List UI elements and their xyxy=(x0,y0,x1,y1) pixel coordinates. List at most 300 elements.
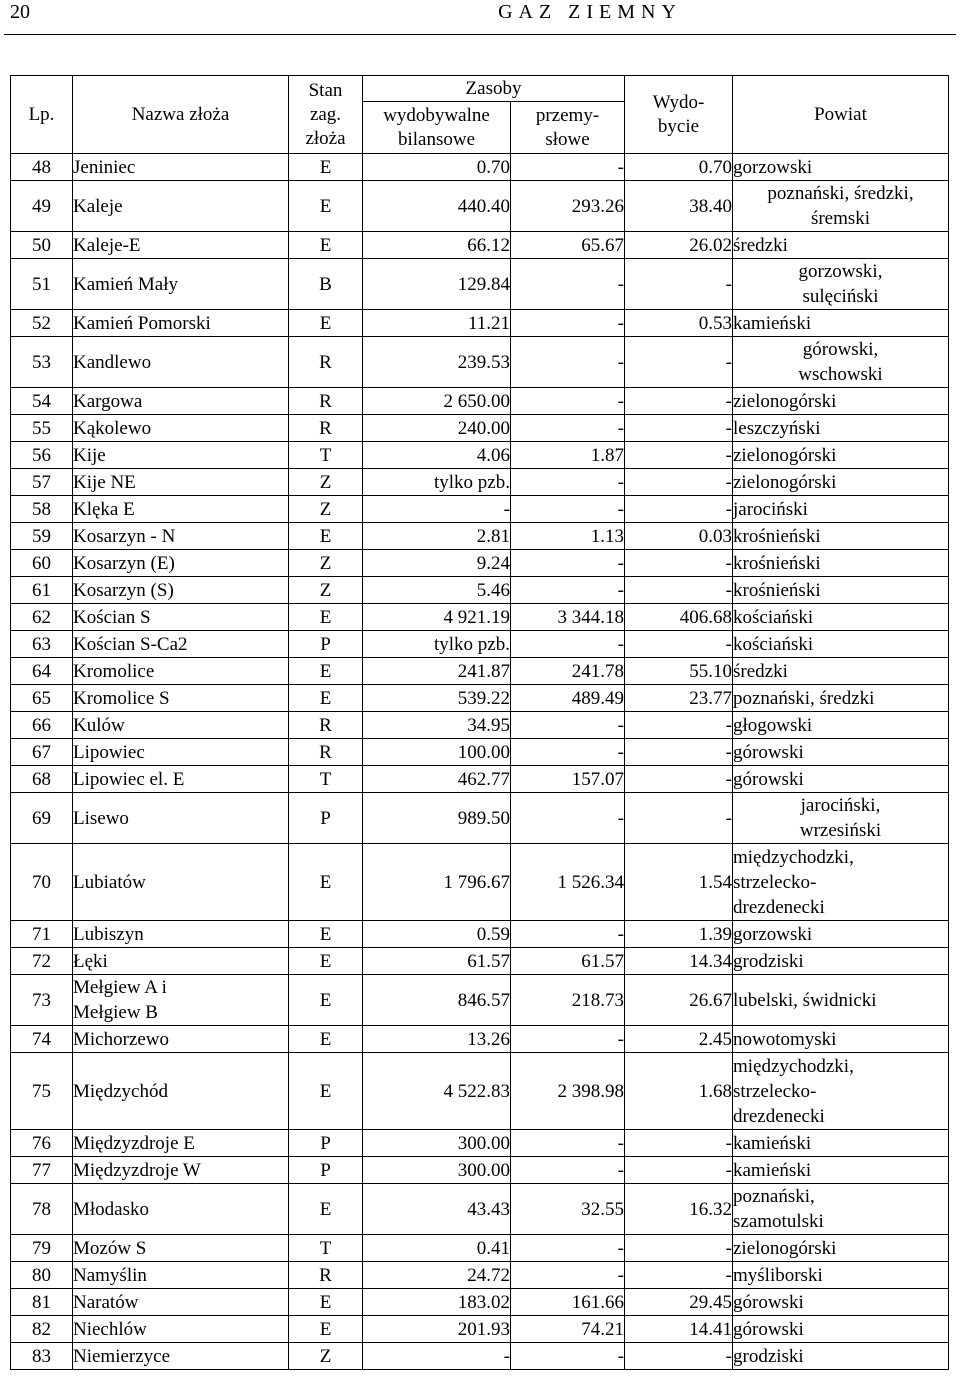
cell-name-line: Klęka E xyxy=(73,498,135,520)
cell-wydobycie: - xyxy=(625,442,733,469)
cell-przemyslowe: - xyxy=(511,577,625,604)
cell-stan: R xyxy=(289,739,363,766)
cell-name-line: Lisewo xyxy=(73,807,129,829)
cell-stan: R xyxy=(289,712,363,739)
table-row xyxy=(11,523,949,550)
table-row xyxy=(11,685,949,712)
cell-wydobycie: - xyxy=(625,1157,733,1184)
cell-lp: 76 xyxy=(11,1130,73,1157)
cell-powiat xyxy=(733,442,949,469)
cell-name xyxy=(73,337,289,388)
cell-powiat xyxy=(733,1026,949,1053)
cell-wydobywalne: 2 650.00 xyxy=(363,388,511,415)
cell-wydobywalne: 43.43 xyxy=(363,1184,511,1235)
cell-wydobywalne: 239.53 xyxy=(363,337,511,388)
table-row xyxy=(11,948,949,975)
cell-name xyxy=(73,1235,289,1262)
cell-przemyslowe: - xyxy=(511,1130,625,1157)
cell-name xyxy=(73,766,289,793)
header-wydobycie-line: Wydo- xyxy=(652,91,705,113)
table-row xyxy=(11,496,949,523)
cell-powiat-line: śremski xyxy=(810,208,871,229)
cell-wydobycie: - xyxy=(625,337,733,388)
cell-wydobywalne: - xyxy=(363,496,511,523)
cell-lp: 66 xyxy=(11,712,73,739)
cell-przemyslowe: - xyxy=(511,1026,625,1053)
cell-przemyslowe: - xyxy=(511,496,625,523)
cell-wydobywalne: tylko pzb. xyxy=(363,469,511,496)
cell-powiat-line: gorzowski xyxy=(733,923,813,945)
cell-powiat-line: leszczyński xyxy=(733,417,821,439)
cell-przemyslowe: 32.55 xyxy=(511,1184,625,1235)
cell-stan: E xyxy=(289,1184,363,1235)
cell-wydobycie: 1.39 xyxy=(625,921,733,948)
header-wydobywalne xyxy=(363,102,511,154)
cell-name-line: Lubiszyn xyxy=(73,923,144,945)
cell-name xyxy=(73,975,289,1026)
cell-wydobycie: 55.10 xyxy=(625,658,733,685)
header-wydobycie xyxy=(625,76,733,154)
cell-stan: P xyxy=(289,1130,363,1157)
cell-lp: 74 xyxy=(11,1026,73,1053)
cell-wydobywalne: 129.84 xyxy=(363,259,511,310)
header-powiat: Powiat xyxy=(733,76,949,154)
cell-powiat xyxy=(733,685,949,712)
cell-name-line: Mozów S xyxy=(73,1237,147,1259)
cell-powiat-line: drezdenecki xyxy=(733,896,825,918)
cell-wydobywalne: 5.46 xyxy=(363,577,511,604)
cell-name-line: Naratów xyxy=(73,1291,139,1313)
cell-wydobycie: 1.68 xyxy=(625,1053,733,1130)
cell-lp: 61 xyxy=(11,577,73,604)
cell-powiat-line: szamotulski xyxy=(733,1211,824,1232)
cell-powiat xyxy=(733,259,949,310)
cell-name xyxy=(73,739,289,766)
cell-lp: 82 xyxy=(11,1316,73,1343)
header-zasoby: Zasoby xyxy=(363,76,625,102)
cell-powiat xyxy=(733,388,949,415)
table-row xyxy=(11,1184,949,1235)
cell-lp: 60 xyxy=(11,550,73,577)
cell-powiat xyxy=(733,975,949,1026)
cell-wydobycie: - xyxy=(625,631,733,658)
cell-powiat xyxy=(733,232,949,259)
cell-stan: Z xyxy=(289,1343,363,1370)
cell-name xyxy=(73,388,289,415)
cell-lp: 58 xyxy=(11,496,73,523)
cell-powiat xyxy=(733,948,949,975)
cell-lp: 65 xyxy=(11,685,73,712)
cell-powiat-line: jarociński xyxy=(733,498,808,520)
deposits-table xyxy=(10,75,949,1370)
table-row xyxy=(11,658,949,685)
cell-powiat-line: grodziski xyxy=(733,1345,804,1367)
table-row xyxy=(11,577,949,604)
header-wydobycie-line: bycie xyxy=(657,115,700,137)
cell-lp: 64 xyxy=(11,658,73,685)
cell-lp: 62 xyxy=(11,604,73,631)
cell-przemyslowe: 293.26 xyxy=(511,181,625,232)
cell-lp: 80 xyxy=(11,1262,73,1289)
cell-name-line: Kosarzyn (E) xyxy=(73,552,175,574)
cell-wydobywalne: 183.02 xyxy=(363,1289,511,1316)
table-row xyxy=(11,181,949,232)
cell-powiat-line: sulęciński xyxy=(802,286,879,307)
cell-powiat xyxy=(733,1316,949,1343)
cell-powiat-line: gorzowski, xyxy=(798,261,883,282)
cell-stan: E xyxy=(289,921,363,948)
cell-przemyslowe: - xyxy=(511,259,625,310)
cell-powiat xyxy=(733,793,949,844)
cell-powiat xyxy=(733,1289,949,1316)
cell-name xyxy=(73,415,289,442)
cell-wydobywalne: 61.57 xyxy=(363,948,511,975)
cell-wydobywalne: 539.22 xyxy=(363,685,511,712)
cell-wydobycie: 1.54 xyxy=(625,844,733,921)
cell-stan: E xyxy=(289,1289,363,1316)
cell-powiat-line: zielonogórski xyxy=(733,444,837,466)
cell-wydobywalne: 201.93 xyxy=(363,1316,511,1343)
cell-wydobywalne: 9.24 xyxy=(363,550,511,577)
cell-stan: E xyxy=(289,232,363,259)
cell-name xyxy=(73,523,289,550)
cell-name xyxy=(73,1053,289,1130)
cell-przemyslowe: 65.67 xyxy=(511,232,625,259)
cell-name xyxy=(73,1026,289,1053)
table-row xyxy=(11,766,949,793)
cell-wydobywalne: 2.81 xyxy=(363,523,511,550)
cell-name-line: Kaleje xyxy=(73,195,123,217)
cell-powiat-line: zielonogórski xyxy=(733,1237,837,1259)
cell-name xyxy=(73,310,289,337)
cell-name-line: Międzyzdroje W xyxy=(73,1159,201,1181)
header-wydobywalne-line: wydobywalne xyxy=(383,104,490,126)
table-body xyxy=(11,154,949,1370)
header-rule xyxy=(4,34,956,35)
cell-lp: 53 xyxy=(11,337,73,388)
cell-powiat-line: poznański, średzki xyxy=(733,687,875,709)
cell-name xyxy=(73,948,289,975)
cell-wydobywalne: tylko pzb. xyxy=(363,631,511,658)
table-row xyxy=(11,1053,949,1130)
cell-wydobycie: - xyxy=(625,712,733,739)
cell-wydobycie: 2.45 xyxy=(625,1026,733,1053)
table-row xyxy=(11,1316,949,1343)
cell-wydobywalne: 66.12 xyxy=(363,232,511,259)
table-row xyxy=(11,712,949,739)
cell-wydobywalne: 300.00 xyxy=(363,1130,511,1157)
cell-name-line: Młodasko xyxy=(73,1198,149,1220)
cell-przemyslowe: - xyxy=(511,310,625,337)
cell-przemyslowe: 161.66 xyxy=(511,1289,625,1316)
table-row xyxy=(11,1235,949,1262)
cell-name-line: Kulów xyxy=(73,714,125,736)
cell-powiat xyxy=(733,310,949,337)
cell-lp: 56 xyxy=(11,442,73,469)
cell-powiat xyxy=(733,337,949,388)
cell-wydobywalne: 462.77 xyxy=(363,766,511,793)
table-row xyxy=(11,469,949,496)
cell-stan: T xyxy=(289,442,363,469)
cell-przemyslowe: 1 526.34 xyxy=(511,844,625,921)
table-row xyxy=(11,232,949,259)
cell-powiat-line: myśliborski xyxy=(733,1264,823,1286)
cell-lp: 52 xyxy=(11,310,73,337)
cell-name-line: Lubiatów xyxy=(73,871,146,893)
cell-wydobycie: - xyxy=(625,415,733,442)
cell-name xyxy=(73,469,289,496)
cell-stan: E xyxy=(289,1053,363,1130)
cell-name xyxy=(73,442,289,469)
cell-name xyxy=(73,1316,289,1343)
cell-name-line: Lipowiec el. E xyxy=(73,768,185,790)
cell-name xyxy=(73,154,289,181)
cell-name xyxy=(73,496,289,523)
cell-lp: 63 xyxy=(11,631,73,658)
cell-stan: Z xyxy=(289,469,363,496)
cell-stan: E xyxy=(289,154,363,181)
cell-przemyslowe: - xyxy=(511,631,625,658)
header-stan-line: złoża xyxy=(305,127,346,149)
cell-wydobycie: - xyxy=(625,739,733,766)
cell-name xyxy=(73,1184,289,1235)
cell-powiat-line: kościański xyxy=(733,606,814,628)
cell-wydobywalne: 846.57 xyxy=(363,975,511,1026)
cell-lp: 59 xyxy=(11,523,73,550)
cell-powiat xyxy=(733,1053,949,1130)
cell-powiat xyxy=(733,766,949,793)
cell-powiat-line: wschowski xyxy=(798,364,883,385)
cell-name xyxy=(73,712,289,739)
cell-przemyslowe: 241.78 xyxy=(511,658,625,685)
cell-powiat-line: strzelecko- xyxy=(733,1080,817,1102)
cell-lp: 68 xyxy=(11,766,73,793)
cell-lp: 67 xyxy=(11,739,73,766)
cell-wydobywalne: 100.00 xyxy=(363,739,511,766)
cell-przemyslowe: - xyxy=(511,388,625,415)
cell-powiat-line: zielonogórski xyxy=(733,471,837,493)
cell-lp: 51 xyxy=(11,259,73,310)
header-przemyslowe-line: słowe xyxy=(545,128,590,150)
cell-name-line: Międzyzdroje E xyxy=(73,1132,195,1154)
cell-name xyxy=(73,550,289,577)
cell-powiat xyxy=(733,1262,949,1289)
cell-stan: E xyxy=(289,975,363,1026)
table-row xyxy=(11,739,949,766)
cell-name-line: Kamień Mały xyxy=(73,273,179,295)
cell-powiat-line: gorzowski xyxy=(733,156,813,178)
cell-name-line: Lipowiec xyxy=(73,741,145,763)
cell-powiat-line: wrzesiński xyxy=(799,820,882,841)
cell-name xyxy=(73,1157,289,1184)
table-row xyxy=(11,1026,949,1053)
cell-name-line: Niemierzyce xyxy=(73,1345,171,1367)
cell-stan: R xyxy=(289,415,363,442)
cell-stan: Z xyxy=(289,577,363,604)
cell-name-line: Michorzewo xyxy=(73,1028,170,1050)
cell-powiat xyxy=(733,1184,949,1235)
cell-lp: 73 xyxy=(11,975,73,1026)
page-number: 20 xyxy=(10,1,30,23)
cell-powiat xyxy=(733,739,949,766)
cell-wydobycie: - xyxy=(625,1235,733,1262)
cell-powiat xyxy=(733,1235,949,1262)
cell-przemyslowe: 218.73 xyxy=(511,975,625,1026)
cell-wydobywalne: 34.95 xyxy=(363,712,511,739)
cell-name-line: Kandlewo xyxy=(73,351,152,373)
cell-powiat xyxy=(733,154,949,181)
cell-wydobywalne: 13.26 xyxy=(363,1026,511,1053)
cell-wydobywalne: 240.00 xyxy=(363,415,511,442)
cell-wydobycie: - xyxy=(625,1262,733,1289)
cell-name xyxy=(73,658,289,685)
table-row xyxy=(11,604,949,631)
cell-wydobycie: 26.67 xyxy=(625,975,733,1026)
table-row xyxy=(11,550,949,577)
table-row xyxy=(11,631,949,658)
cell-wydobywalne: 4 522.83 xyxy=(363,1053,511,1130)
cell-stan: E xyxy=(289,1316,363,1343)
cell-stan: E xyxy=(289,844,363,921)
cell-wydobycie: 406.68 xyxy=(625,604,733,631)
cell-powiat xyxy=(733,631,949,658)
cell-stan: Z xyxy=(289,496,363,523)
cell-przemyslowe: - xyxy=(511,469,625,496)
cell-przemyslowe: - xyxy=(511,154,625,181)
cell-powiat xyxy=(733,1130,949,1157)
cell-powiat-line: średzki xyxy=(733,660,788,682)
cell-powiat-line: jarociński, xyxy=(800,795,881,816)
page-title: GAZ ZIEMNY xyxy=(498,1,682,23)
cell-przemyslowe: - xyxy=(511,921,625,948)
cell-wydobywalne: 989.50 xyxy=(363,793,511,844)
cell-stan: R xyxy=(289,388,363,415)
cell-wydobycie: 0.53 xyxy=(625,310,733,337)
header-wydobywalne-line: bilansowe xyxy=(397,128,476,150)
cell-stan: B xyxy=(289,259,363,310)
cell-wydobywalne: 11.21 xyxy=(363,310,511,337)
cell-stan: E xyxy=(289,685,363,712)
cell-przemyslowe: 61.57 xyxy=(511,948,625,975)
cell-wydobywalne: 0.59 xyxy=(363,921,511,948)
cell-wydobycie: 29.45 xyxy=(625,1289,733,1316)
cell-lp: 78 xyxy=(11,1184,73,1235)
cell-powiat-line: poznański, xyxy=(733,1186,815,1207)
table-row xyxy=(11,442,949,469)
cell-stan: Z xyxy=(289,550,363,577)
cell-name-line: Kromolice xyxy=(73,660,155,682)
cell-wydobycie: - xyxy=(625,550,733,577)
cell-powiat xyxy=(733,921,949,948)
cell-powiat-line: nowotomyski xyxy=(733,1028,837,1050)
cell-stan: E xyxy=(289,523,363,550)
cell-powiat xyxy=(733,469,949,496)
cell-powiat-line: międzychodzki, xyxy=(733,1055,854,1077)
cell-wydobycie: - xyxy=(625,1343,733,1370)
cell-name-line: Kąkolewo xyxy=(73,417,152,439)
cell-wydobywalne: 300.00 xyxy=(363,1157,511,1184)
header-stan-line: zag. xyxy=(309,103,342,125)
cell-wydobycie: 16.32 xyxy=(625,1184,733,1235)
cell-przemyslowe: - xyxy=(511,1262,625,1289)
cell-przemyslowe: - xyxy=(511,1157,625,1184)
cell-powiat xyxy=(733,550,949,577)
page-header xyxy=(0,0,960,36)
cell-name-line: Niechlów xyxy=(73,1318,147,1340)
cell-stan: E xyxy=(289,948,363,975)
cell-lp: 72 xyxy=(11,948,73,975)
cell-name xyxy=(73,232,289,259)
cell-powiat-line: górowski xyxy=(733,741,804,763)
cell-przemyslowe: - xyxy=(511,739,625,766)
cell-przemyslowe: 157.07 xyxy=(511,766,625,793)
cell-wydobycie: - xyxy=(625,577,733,604)
header-stan-line: Stan xyxy=(308,79,343,101)
table-row xyxy=(11,337,949,388)
cell-lp: 57 xyxy=(11,469,73,496)
cell-name xyxy=(73,181,289,232)
cell-przemyslowe: 489.49 xyxy=(511,685,625,712)
cell-name xyxy=(73,921,289,948)
cell-stan: P xyxy=(289,631,363,658)
cell-name-line: Kaleje-E xyxy=(73,234,141,256)
cell-powiat-line: krośnieński xyxy=(733,525,821,547)
table-row xyxy=(11,921,949,948)
cell-wydobycie: - xyxy=(625,259,733,310)
cell-lp: 79 xyxy=(11,1235,73,1262)
cell-powiat-line: kamieński xyxy=(733,1132,812,1154)
cell-powiat xyxy=(733,658,949,685)
cell-lp: 49 xyxy=(11,181,73,232)
cell-powiat-line: górowski xyxy=(733,768,804,790)
cell-lp: 50 xyxy=(11,232,73,259)
cell-przemyslowe: - xyxy=(511,793,625,844)
cell-powiat-line: kamieński xyxy=(733,1159,812,1181)
cell-powiat xyxy=(733,496,949,523)
cell-name-line: Kościan S xyxy=(73,606,151,628)
cell-name xyxy=(73,1262,289,1289)
table-row xyxy=(11,388,949,415)
cell-lp: 77 xyxy=(11,1157,73,1184)
cell-wydobycie: 38.40 xyxy=(625,181,733,232)
header-lp: Lp. xyxy=(11,76,73,154)
table-row xyxy=(11,415,949,442)
cell-wydobycie: - xyxy=(625,496,733,523)
cell-przemyslowe: - xyxy=(511,337,625,388)
cell-wydobywalne: 24.72 xyxy=(363,1262,511,1289)
cell-przemyslowe: 3 344.18 xyxy=(511,604,625,631)
cell-name xyxy=(73,793,289,844)
table-row xyxy=(11,259,949,310)
cell-wydobycie: - xyxy=(625,766,733,793)
table-row xyxy=(11,310,949,337)
table-row xyxy=(11,1289,949,1316)
cell-wydobywalne: 241.87 xyxy=(363,658,511,685)
cell-name-line: Kamień Pomorski xyxy=(73,312,211,334)
cell-przemyslowe: - xyxy=(511,550,625,577)
table-row xyxy=(11,844,949,921)
cell-przemyslowe: 2 398.98 xyxy=(511,1053,625,1130)
table-row xyxy=(11,1130,949,1157)
cell-lp: 69 xyxy=(11,793,73,844)
cell-name xyxy=(73,1343,289,1370)
table-row xyxy=(11,975,949,1026)
cell-powiat-line: lubelski, świdnicki xyxy=(733,989,877,1011)
cell-powiat xyxy=(733,1343,949,1370)
cell-lp: 54 xyxy=(11,388,73,415)
cell-stan: E xyxy=(289,310,363,337)
cell-przemyslowe: - xyxy=(511,415,625,442)
